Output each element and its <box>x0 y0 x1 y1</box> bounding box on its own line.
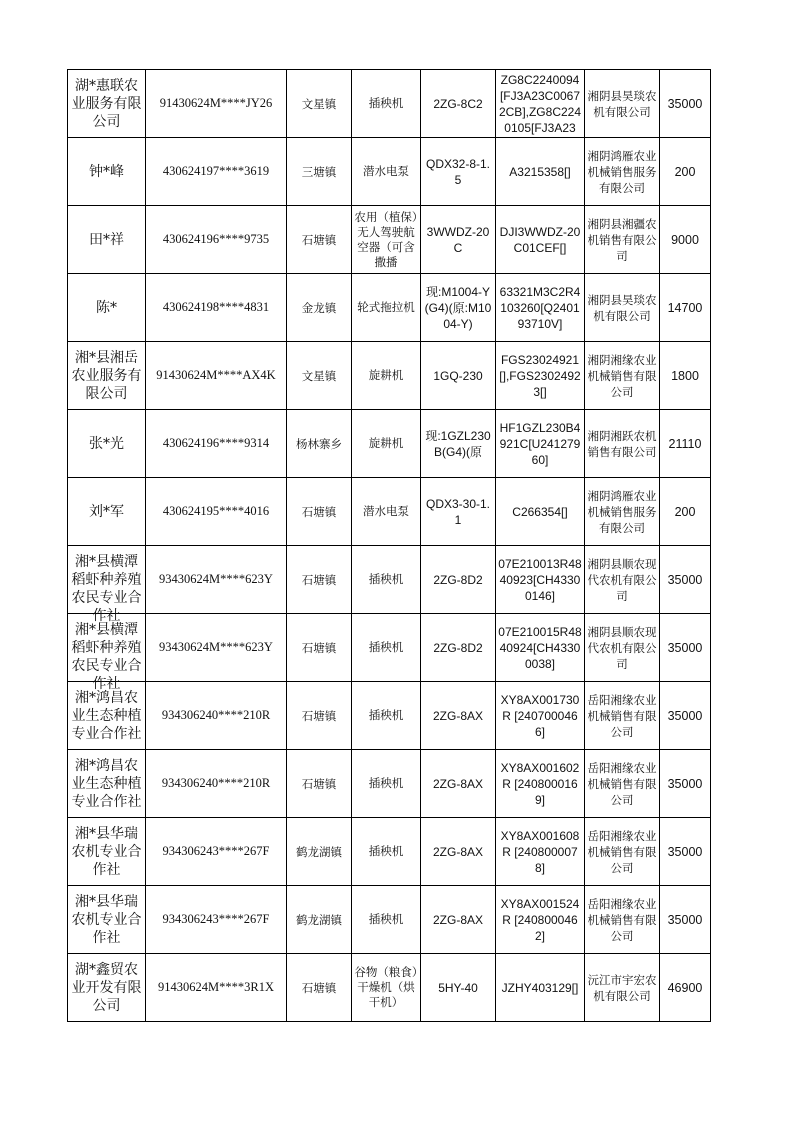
serial-number-cell: JZHY403129[] <box>496 954 585 1022</box>
id-number-cell: 430624197****3619 <box>146 138 287 206</box>
id-number-cell: 430624196****9314 <box>146 410 287 478</box>
model-cell: 2ZG-8AX <box>421 682 496 750</box>
town-cell: 石塘镇 <box>287 954 352 1022</box>
machine-type-cell: 插秧机 <box>352 886 421 954</box>
town-cell: 三塘镇 <box>287 138 352 206</box>
model-cell: 5HY-40 <box>421 954 496 1022</box>
table-row <box>68 614 711 682</box>
serial-number-cell: 07E210015R4840924[CH43300038] <box>496 614 585 682</box>
dealer-cell: 湘阴县湘疆农机销售有限公司 <box>585 206 660 274</box>
serial-number-cell: 07E210013R4840923[CH43300146] <box>496 546 585 614</box>
table-row <box>68 206 711 274</box>
town-cell: 金龙镇 <box>287 274 352 342</box>
serial-number-cell: ZG8C2240094[FJ3A23C00672CB],ZG8C2240105[FJ3A23 <box>496 70 585 138</box>
dealer-cell: 湘阴鸿雁农业机械销售服务有限公司 <box>585 478 660 546</box>
subsidy-amount-cell: 46900 <box>660 954 711 1022</box>
table-row <box>68 138 711 206</box>
subsidy-amount-cell: 14700 <box>660 274 711 342</box>
serial-number-cell: A3215358[] <box>496 138 585 206</box>
town-cell: 鹤龙湖镇 <box>287 818 352 886</box>
machine-type-cell: 插秧机 <box>352 818 421 886</box>
id-number-cell: 91430624M****AX4K <box>146 342 287 410</box>
town-cell: 鹤龙湖镇 <box>287 886 352 954</box>
buyer-name-cell: 张*光 <box>68 410 146 478</box>
serial-number-cell: C266354[] <box>496 478 585 546</box>
dealer-cell: 湘阴县顺农现代农机有限公司 <box>585 614 660 682</box>
table-row <box>68 682 711 750</box>
machine-type-cell: 旋耕机 <box>352 410 421 478</box>
subsidy-amount-cell: 35000 <box>660 818 711 886</box>
dealer-cell: 岳阳湘缘农业机械销售有限公司 <box>585 818 660 886</box>
dealer-cell: 湘阴湘跃农机销售有限公司 <box>585 410 660 478</box>
dealer-cell: 沅江市宇宏农机有限公司 <box>585 954 660 1022</box>
table-row <box>68 886 711 954</box>
subsidy-amount-cell: 200 <box>660 138 711 206</box>
machine-type-cell: 轮式拖拉机 <box>352 274 421 342</box>
serial-number-cell: DJI3WWDZ-20C01CEF[] <box>496 206 585 274</box>
id-number-cell: 934306243****267F <box>146 886 287 954</box>
subsidy-amount-cell: 35000 <box>660 886 711 954</box>
buyer-name-cell: 湘*县横潭稻虾种养殖农民专业合作社 <box>68 546 146 614</box>
buyer-name-cell: 湖*鑫贸农业开发有限公司 <box>68 954 146 1022</box>
buyer-name-cell: 刘*军 <box>68 478 146 546</box>
table-row <box>68 478 711 546</box>
serial-number-cell: HF1GZL230B4921C[U24127960] <box>496 410 585 478</box>
subsidy-amount-cell: 35000 <box>660 614 711 682</box>
model-cell: 2ZG-8C2 <box>421 70 496 138</box>
town-cell: 石塘镇 <box>287 682 352 750</box>
table-row <box>68 274 711 342</box>
buyer-name-cell: 湘*县横潭稻虾种养殖农民专业合作社 <box>68 614 146 682</box>
table-row <box>68 342 711 410</box>
subsidy-amount-cell: 35000 <box>660 70 711 138</box>
town-cell: 文星镇 <box>287 70 352 138</box>
serial-number-cell: XY8AX001730R [2407000466] <box>496 682 585 750</box>
id-number-cell: 93430624M****623Y <box>146 614 287 682</box>
town-cell: 石塘镇 <box>287 750 352 818</box>
id-number-cell: 934306240****210R <box>146 750 287 818</box>
model-cell: 现:M1004-Y(G4)(原:M1004-Y) <box>421 274 496 342</box>
town-cell: 文星镇 <box>287 342 352 410</box>
dealer-cell: 湘阴湘缘农业机械销售有限公司 <box>585 342 660 410</box>
model-cell: 3WWDZ-20C <box>421 206 496 274</box>
subsidy-amount-cell: 35000 <box>660 546 711 614</box>
dealer-cell: 岳阳湘缘农业机械销售有限公司 <box>585 682 660 750</box>
table-row <box>68 70 711 138</box>
town-cell: 石塘镇 <box>287 206 352 274</box>
id-number-cell: 93430624M****623Y <box>146 546 287 614</box>
buyer-name-cell: 湘*县华瑞农机专业合作社 <box>68 886 146 954</box>
subsidy-amount-cell: 9000 <box>660 206 711 274</box>
machine-type-cell: 插秧机 <box>352 546 421 614</box>
subsidy-amount-cell: 200 <box>660 478 711 546</box>
id-number-cell: 430624198****4831 <box>146 274 287 342</box>
subsidy-table <box>67 69 711 1022</box>
serial-number-cell: XY8AX001524R [2408000462] <box>496 886 585 954</box>
model-cell: 现:1GZL230B(G4)(原 <box>421 410 496 478</box>
buyer-name-cell: 田*祥 <box>68 206 146 274</box>
dealer-cell: 湘阴县顺农现代农机有限公司 <box>585 546 660 614</box>
table-row <box>68 546 711 614</box>
id-number-cell: 430624196****9735 <box>146 206 287 274</box>
serial-number-cell: FGS23024921[],FGS23024923[] <box>496 342 585 410</box>
id-number-cell: 91430624M****3R1X <box>146 954 287 1022</box>
dealer-cell: 湘阴县昊琰农机有限公司 <box>585 70 660 138</box>
model-cell: QDX3-30-1.1 <box>421 478 496 546</box>
serial-number-cell: XY8AX001602R [2408000169] <box>496 750 585 818</box>
machine-type-cell: 旋耕机 <box>352 342 421 410</box>
machine-type-cell: 插秧机 <box>352 614 421 682</box>
subsidy-amount-cell: 35000 <box>660 750 711 818</box>
dealer-cell: 湘阴鸿雁农业机械销售服务有限公司 <box>585 138 660 206</box>
machine-type-cell: 潜水电泵 <box>352 138 421 206</box>
dealer-cell: 岳阳湘缘农业机械销售有限公司 <box>585 886 660 954</box>
machine-type-cell: 插秧机 <box>352 70 421 138</box>
table-row <box>68 818 711 886</box>
buyer-name-cell: 湘*鸿昌农业生态种植专业合作社 <box>68 682 146 750</box>
serial-number-cell: 63321M3C2R4103260[Q240193710V] <box>496 274 585 342</box>
dealer-cell: 湘阴县昊琰农机有限公司 <box>585 274 660 342</box>
town-cell: 石塘镇 <box>287 546 352 614</box>
buyer-name-cell: 湘*县湘岳农业服务有限公司 <box>68 342 146 410</box>
model-cell: QDX32-8-1.5 <box>421 138 496 206</box>
table-row <box>68 954 711 1022</box>
model-cell: 2ZG-8D2 <box>421 614 496 682</box>
buyer-name-cell: 湖*惠联农业服务有限公司 <box>68 70 146 138</box>
model-cell: 2ZG-8AX <box>421 818 496 886</box>
buyer-name-cell: 陈* <box>68 274 146 342</box>
id-number-cell: 91430624M****JY26 <box>146 70 287 138</box>
buyer-name-cell: 湘*县华瑞农机专业合作社 <box>68 818 146 886</box>
id-number-cell: 934306243****267F <box>146 818 287 886</box>
dealer-cell: 岳阳湘缘农业机械销售有限公司 <box>585 750 660 818</box>
subsidy-amount-cell: 1800 <box>660 342 711 410</box>
subsidy-amount-cell: 35000 <box>660 682 711 750</box>
town-cell: 石塘镇 <box>287 614 352 682</box>
machine-type-cell: 谷物（粮食）干燥机（烘干机） <box>352 954 421 1022</box>
id-number-cell: 430624195****4016 <box>146 478 287 546</box>
model-cell: 1GQ-230 <box>421 342 496 410</box>
table-row <box>68 410 711 478</box>
buyer-name-cell: 湘*鸿昌农业生态种植专业合作社 <box>68 750 146 818</box>
model-cell: 2ZG-8AX <box>421 886 496 954</box>
subsidy-amount-cell: 21110 <box>660 410 711 478</box>
model-cell: 2ZG-8AX <box>421 750 496 818</box>
serial-number-cell: XY8AX001608R [2408000078] <box>496 818 585 886</box>
machine-type-cell: 插秧机 <box>352 750 421 818</box>
town-cell: 石塘镇 <box>287 478 352 546</box>
id-number-cell: 934306240****210R <box>146 682 287 750</box>
town-cell: 杨林寨乡 <box>287 410 352 478</box>
machine-type-cell: 潜水电泵 <box>352 478 421 546</box>
machine-type-cell: 农用（植保）无人驾驶航空器（可含撒播 <box>352 206 421 274</box>
machine-type-cell: 插秧机 <box>352 682 421 750</box>
table-row <box>68 750 711 818</box>
model-cell: 2ZG-8D2 <box>421 546 496 614</box>
buyer-name-cell: 钟*峰 <box>68 138 146 206</box>
